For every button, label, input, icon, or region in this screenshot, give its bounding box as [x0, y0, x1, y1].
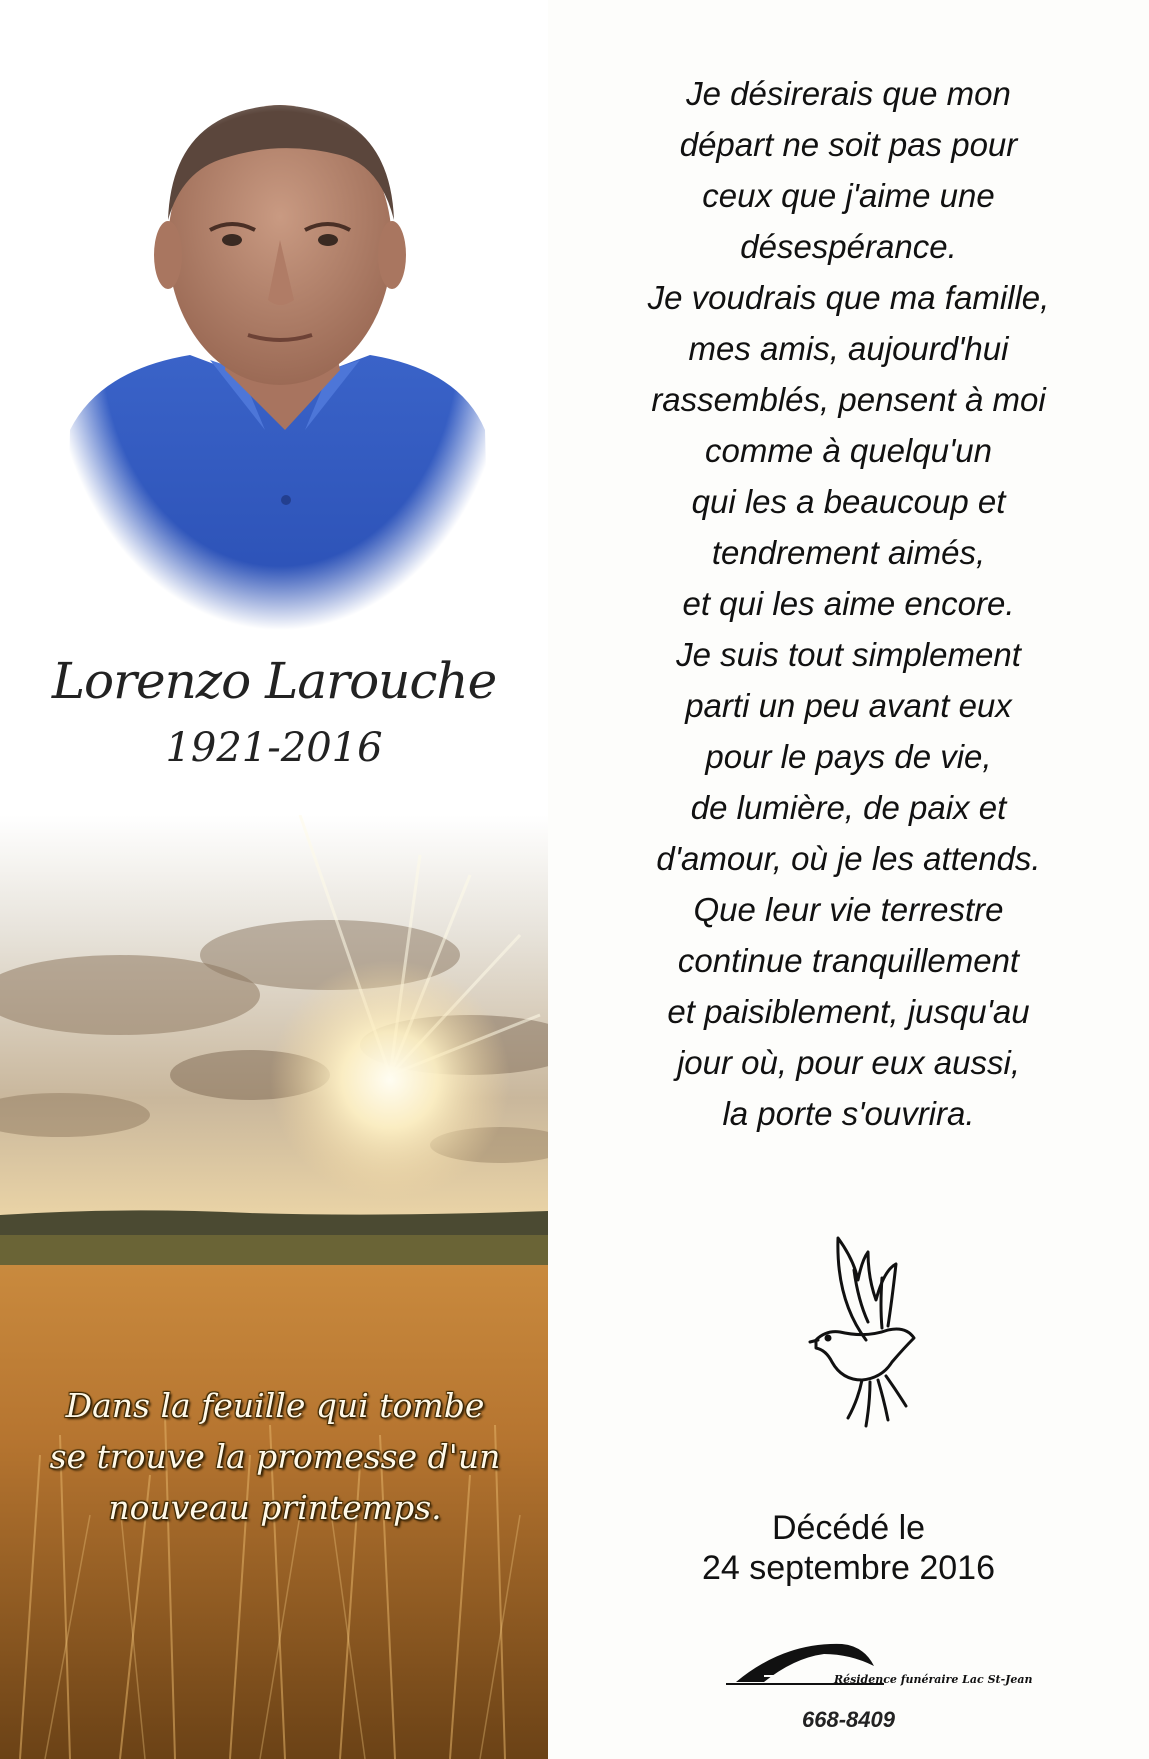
poem-line: départ ne soit pas pour	[679, 126, 1018, 163]
poem-line: parti un peu avant eux	[685, 687, 1012, 724]
deceased-name: Lorenzo Larouche	[51, 652, 497, 710]
right-panel	[548, 0, 1149, 1759]
memorial-poem	[548, 68, 1149, 1139]
death-date-block	[548, 1508, 1149, 1588]
poem-line: mes amis, aujourd'hui	[688, 330, 1009, 367]
quote-line: Dans la feuille qui tombe	[65, 1386, 485, 1425]
left-panel	[0, 0, 548, 1759]
life-years: 1921-2016	[165, 725, 383, 771]
funeral-home-name: Résidence funéraire Lac St-Jean	[834, 1673, 1033, 1686]
deceased-label: Décédé le	[771, 1509, 926, 1547]
poem-line: Je voudrais que ma famille,	[647, 279, 1050, 316]
deceased-date: 24 septembre 2016	[702, 1549, 995, 1587]
quote-line: nouveau printemps.	[108, 1488, 442, 1527]
poem-line: Je désirerais que mon	[686, 75, 1011, 112]
poem-line: pour le pays de vie,	[705, 738, 992, 775]
poem-line: Je suis tout simplement	[676, 636, 1021, 673]
dove-icon	[796, 1230, 936, 1440]
poem-line: jour où, pour eux aussi,	[676, 1044, 1021, 1081]
sunset-wheat-field-image	[0, 815, 548, 1759]
poem-line: comme à quelqu'un	[705, 432, 992, 469]
poem-line: tendrement aimés,	[711, 534, 986, 571]
poem-line: ceux que j'aime une	[702, 177, 995, 214]
poem-line: de lumière, de paix et	[690, 789, 1007, 826]
phone-number: 668-8409	[802, 1707, 895, 1732]
poem-line: la porte s'ouvrira.	[722, 1095, 975, 1132]
poem-line: rassemblés, pensent à moi	[651, 381, 1046, 418]
poem-line: et qui les aime encore.	[682, 585, 1015, 622]
poem-line: désespérance.	[740, 228, 957, 265]
poem-line: qui les a beaucoup et	[691, 483, 1006, 520]
portrait-photo	[60, 70, 500, 630]
poem-line: et paisiblement, jusqu'au	[667, 993, 1030, 1030]
quote-line: se trouve la promesse d'un	[49, 1437, 501, 1476]
memorial-quote	[40, 1380, 510, 1533]
poem-line: d'amour, où je les attends.	[656, 840, 1041, 877]
poem-line: Que leur vie terrestre	[693, 891, 1004, 928]
poem-line: continue tranquillement	[677, 942, 1020, 979]
